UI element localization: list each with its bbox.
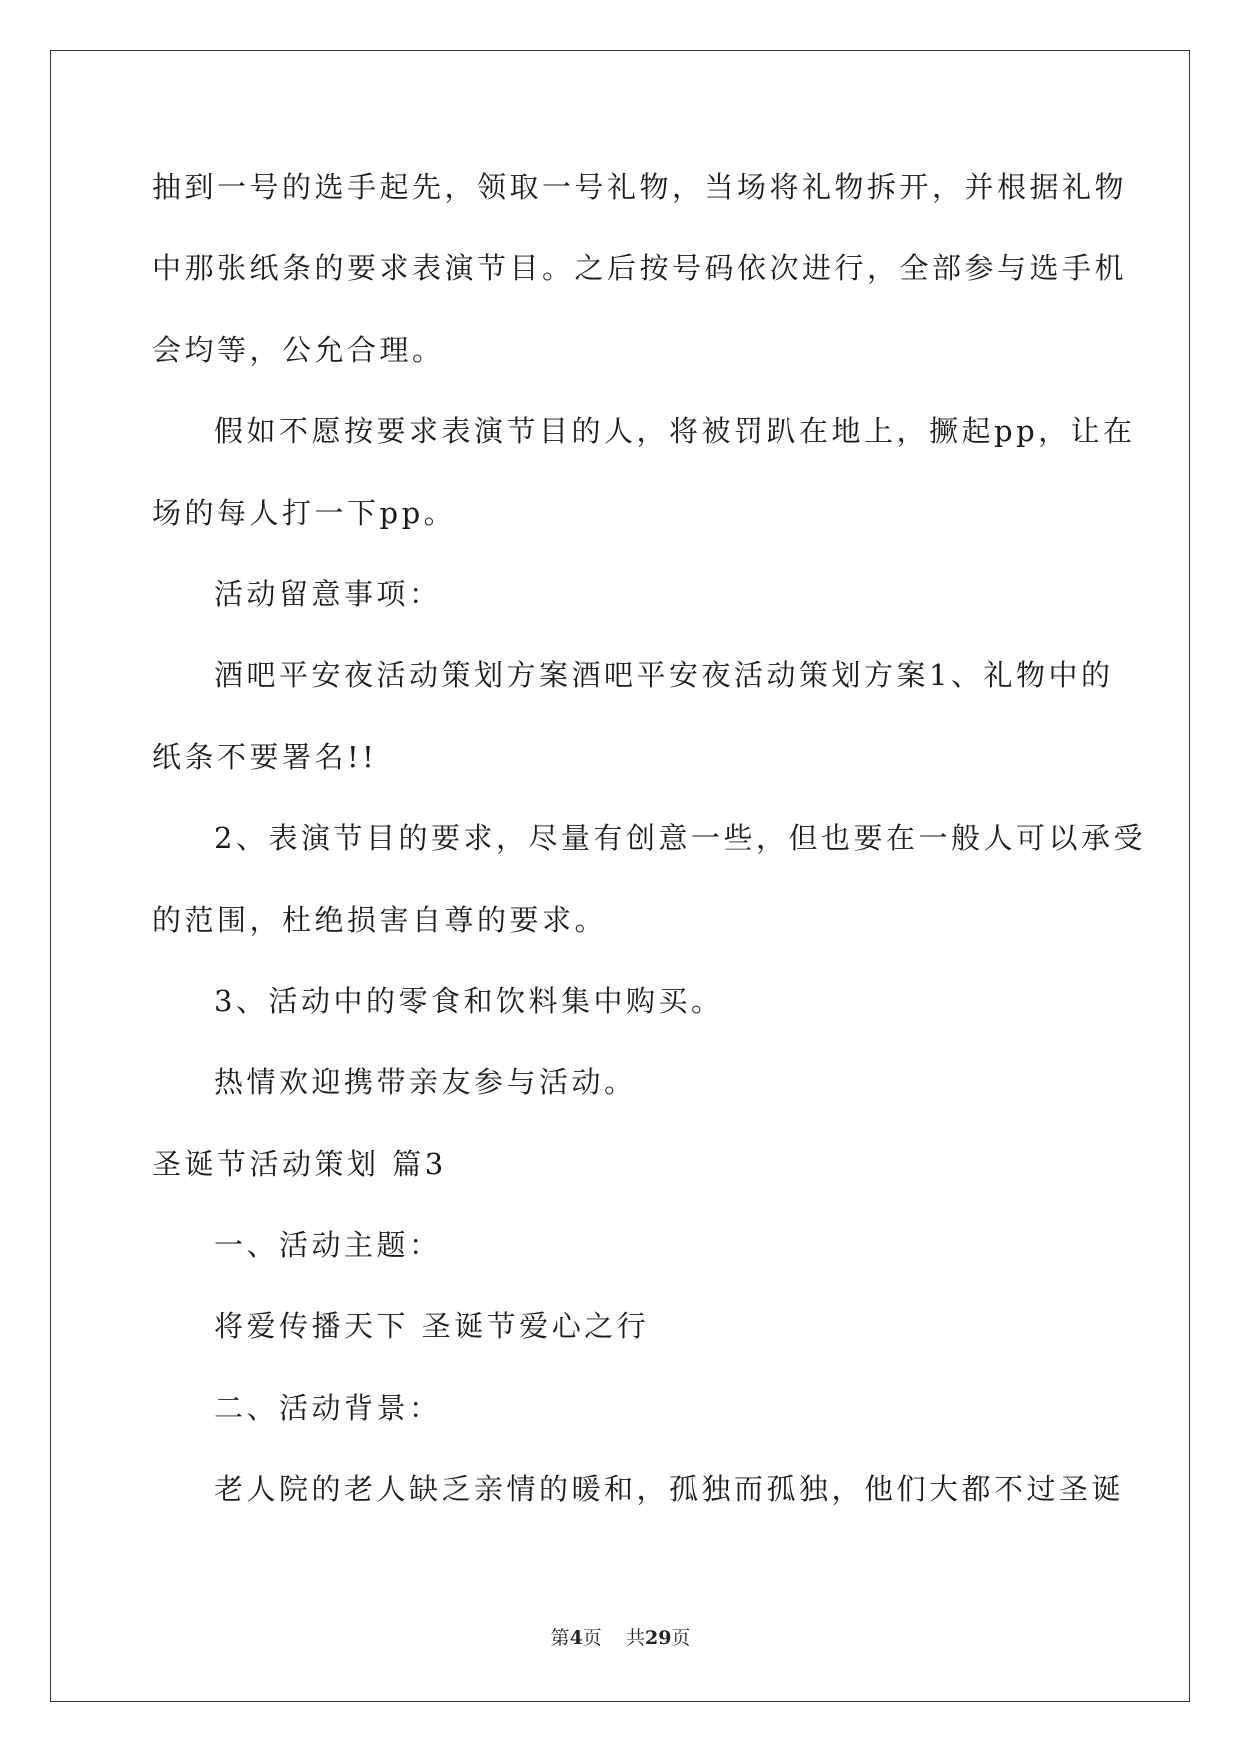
text-line: 二、活动背景：: [214, 1390, 442, 1425]
text-line: 一、活动主题：: [214, 1228, 442, 1263]
text-line: 老人院的老人缺乏亲情的暖和，孤独而孤独，他们大都不过圣诞: [214, 1472, 1125, 1507]
text-line: 将爱传播天下 圣诞节爱心之行: [214, 1309, 650, 1344]
footer-middle: 页 共: [582, 1627, 645, 1649]
total-page-count: 29: [644, 1627, 672, 1649]
text-line: 抽到一号的选手起先，领取一号礼物，当场将礼物拆开，并根据礼物: [152, 170, 1128, 204]
text-line: 热情欢迎携带亲友参与活动。: [214, 1065, 637, 1100]
page-footer: [0, 1625, 1241, 1651]
text-line: 假如不愿按要求表演节目的人，将被罚趴在地上，撅起pp，让在: [214, 414, 1136, 449]
text-line: 场的每人打一下pp。: [152, 495, 457, 530]
footer-suffix: 页: [671, 1627, 691, 1649]
text-line: 3、活动中的零食和饮料集中购买。: [214, 983, 724, 1018]
text-line: 酒吧平安夜活动策划方案酒吧平安夜活动策划方案1、礼物中的: [214, 658, 1114, 693]
text-line: 2、表演节目的要求，尽量有创意一些，但也要在一般人可以承受: [214, 821, 1146, 856]
document-body: [152, 160, 1146, 1544]
text-line: 中那张纸条的要求表演节目。之后按号码依次进行，全部参与选手机: [152, 251, 1128, 286]
text-line: 纸条不要署名!!: [152, 739, 378, 774]
text-line: 活动留意事项：: [214, 576, 442, 611]
footer-prefix: 第: [550, 1627, 570, 1649]
text-line: 会均等，公允合理。: [152, 332, 445, 367]
current-page-number: 4: [569, 1627, 583, 1649]
text-line: 圣诞节活动策划 篇3: [152, 1146, 447, 1181]
text-line: 的范围，杜绝损害自尊的要求。: [152, 902, 608, 937]
